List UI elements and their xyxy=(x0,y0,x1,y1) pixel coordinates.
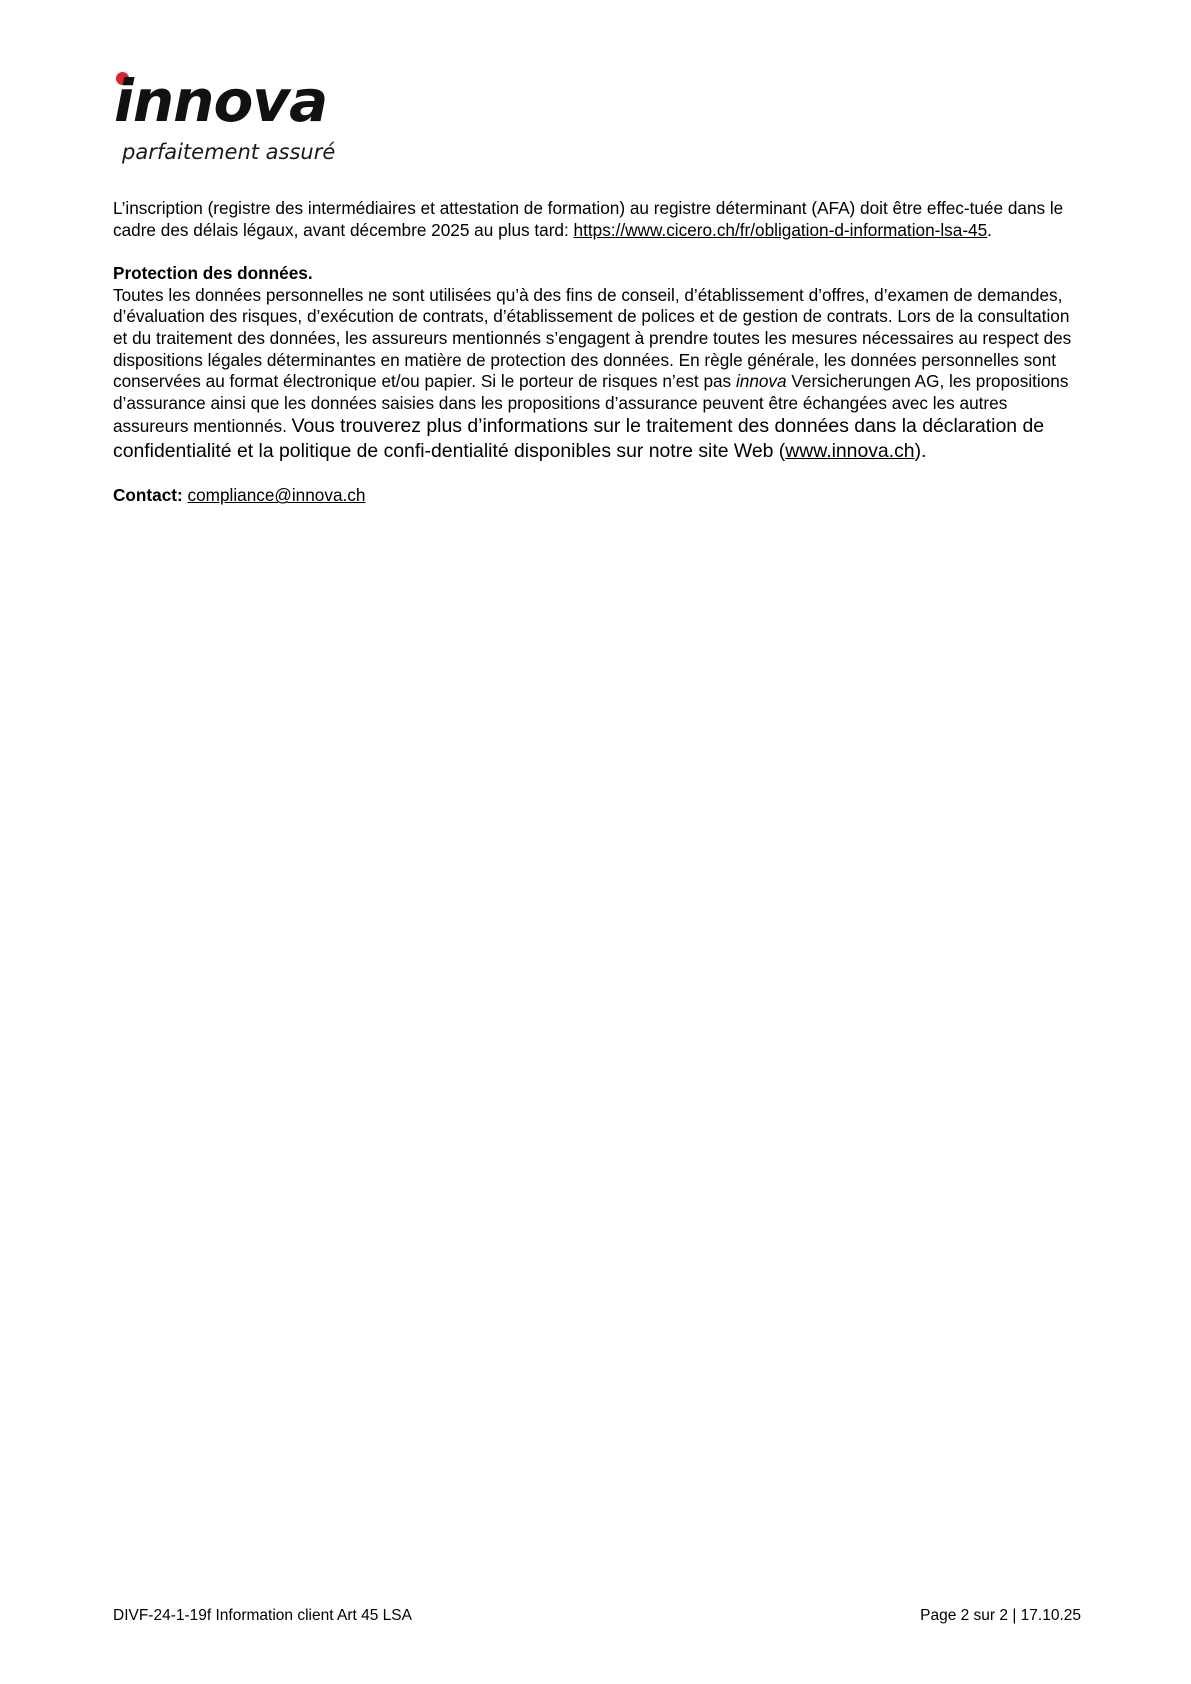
data-protection-text-4: ). xyxy=(914,439,927,462)
data-protection-text-3: Vous trouverez plus d’informations sur le traitement des données dans la déclaration de confidentialité et la politique de confi-dentialité disponibles sur notre site Web ( xyxy=(113,415,1045,462)
innova-logo xyxy=(112,68,352,168)
footer-page-info: Page 2 sur 2 | 17.10.25 xyxy=(920,1607,1081,1624)
contact-email-link[interactable]: compliance@innova.ch xyxy=(187,485,366,506)
registration-text: L’inscription (registre des intermédiaires et attestation de formation) au registre déterminant (AFA) doit être effec-tuée dans le cadre des délais légaux, avant décembre 2025 au plus tard: xyxy=(113,198,1064,240)
contact-line xyxy=(113,485,1083,507)
innova-website-link[interactable]: www.innova.ch xyxy=(785,439,915,462)
innova-brand-italic: innova xyxy=(735,371,787,392)
registration-paragraph xyxy=(113,198,1083,241)
data-protection-paragraph xyxy=(113,285,1083,464)
data-protection-text-1: Toutes les données personnelles ne sont utilisées qu’à des fins de conseil, d’établissement d’offres, d’examen de demandes, d’évaluation des risques, d’exécution de contrats, d’établissement de polices et de gestion de contrats. Lors de la consultation et du traitement des données, les assureurs mentionnés s’engagent à prendre toutes les mesures nécessaires au respect des dispositions légales déterminantes en matière de protection des données. En règle générale, les données personnelles sont conservées au format électronique et/ou papier. Si le porteur de risques n’est pas xyxy=(113,284,1072,392)
logo-wordmark: innova xyxy=(114,67,328,135)
logo-tagline: parfaitement assuré xyxy=(122,140,336,164)
document-body xyxy=(113,198,1083,507)
cicero-link[interactable]: https://www.cicero.ch/fr/obligation-d-information-lsa-45 xyxy=(573,219,988,240)
registration-period: . xyxy=(987,219,992,240)
contact-label: Contact: xyxy=(113,485,183,506)
footer-document-id: DIVF-24-1-19f Information client Art 45 LSA xyxy=(113,1607,412,1624)
data-protection-text-2: Versicherungen AG, les propositions d’assurance ainsi que les données saisies dans les propositions d’assurance peuvent être échangées avec les autres assureurs mentionnés. xyxy=(113,371,1069,437)
data-protection-heading: Protection des données. xyxy=(113,263,313,284)
